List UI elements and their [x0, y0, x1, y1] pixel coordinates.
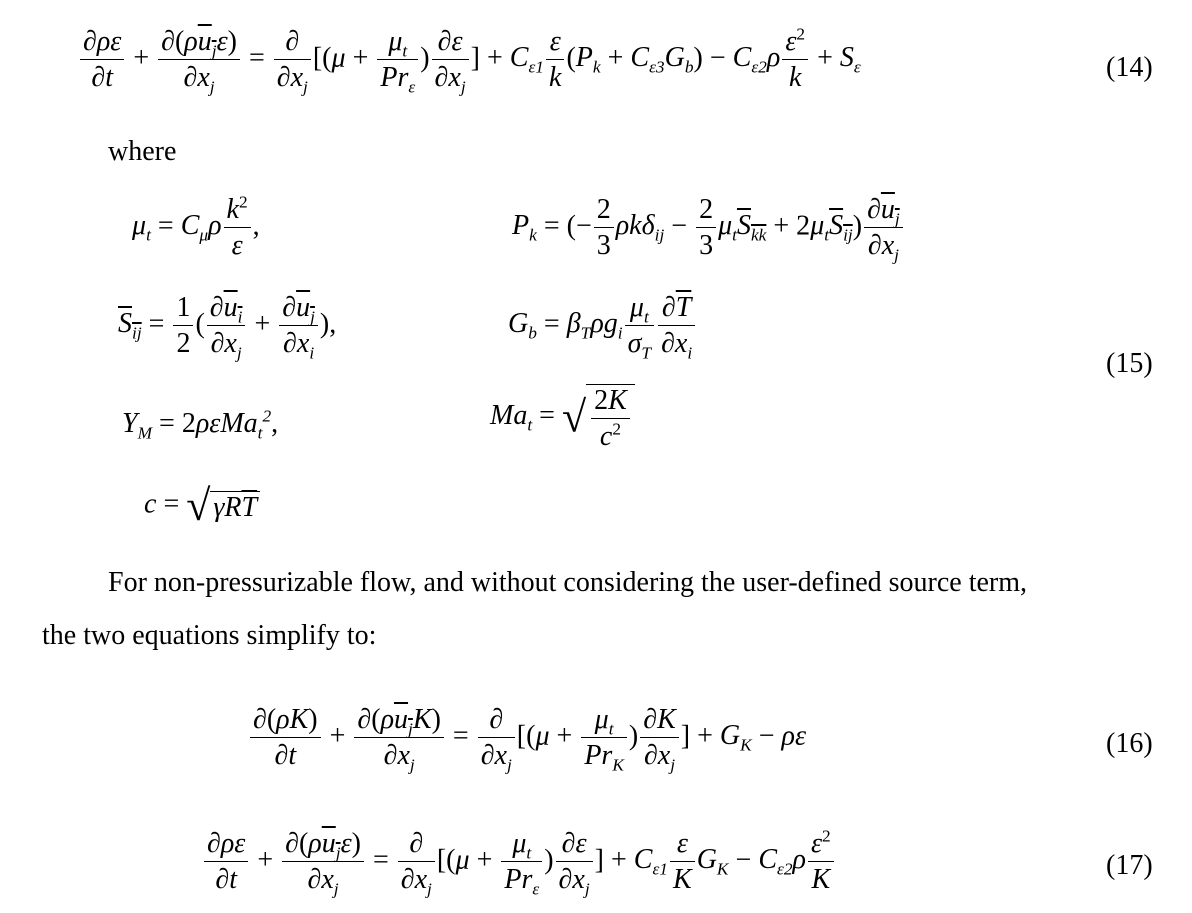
equation-15-ma-t: $Ma_t$ = √ $\frac{2K}{c^2}$ — [490, 384, 635, 451]
equation-15-c: c = √ $\gamma R\overline{T}$ — [144, 484, 260, 528]
equation-15-mu-t: $\mu_t = C_\mu\rho$ $\frac{k^2}{\varepsilon}$ , — [132, 192, 260, 261]
equation-15-s-ij: $S_{ij}$ = $\frac{1}{2}$ ( $\frac{\partial u_i}{\partial x_j}$ + $\frac{\partial u_j}{\partial x_i}$ ), — [118, 292, 337, 363]
equation-15-g-b: $G_b = \beta_T\rho g_i$ $\frac{\mu_t}{\sigma_T}$ $\frac{\partial\overline{T}}{\partial x_i}$ — [508, 294, 697, 358]
equation-16-number: (16) — [1106, 728, 1153, 759]
paragraph-line-2: the two equations simplify to: — [42, 620, 377, 651]
equation-17: $\frac{\partial\rho\varepsilon}{\partial t}$ + $\frac{\partial(\rho u_j\varepsilon)}{\partial x_j}$ = $\frac{\partial}{\partial x_j}$ [(μ + $\frac{\mu_t}{Pr_\varepsilon}$ ) $\frac{\partial\varepsilon}{\partial x_j}$ ] + $C_{\varepsilon 1}$ $\frac{\varepsilon}{K}$ $G_K - C_{\varepsilon 2}\rho$ $\frac{\varepsilon^2}{K}$ — [202, 830, 836, 894]
equation-16: $\frac{\partial(\rho K)}{\partial t}$ + $\frac{\partial(\rho u_jK)}{\partial x_j}$ = $\frac{\partial}{\partial x_j}$ [(μ + $\frac{\mu_t}{Pr_K}$ ) $\frac{\partial K}{\partial x_j}$ ] + $G_K - \rho\varepsilon$ — [248, 706, 806, 770]
equation-15-number: (15) — [1106, 348, 1153, 379]
equation-17-number: (17) — [1106, 850, 1153, 881]
where-text: where — [108, 136, 177, 167]
equation-15-y-m: $Y_M = 2\rho\varepsilon Ma_t^2$, — [122, 406, 279, 443]
equation-15-p-k: $P_k$ = (− $\frac{2}{3}$ ρkδ$_{ij}$ − $\frac{2}{3}$ $\mu_tS_{kk} + 2\mu_tS_{ij}$) $\frac{\partial u_j}{\partial x_j}$ — [512, 196, 905, 260]
equation-14: $\frac{\partial\rho\varepsilon}{\partial t}$ + $\frac{\partial(\rho u_j\varepsilon)}{\partial x_j}$ = $\frac{\partial}{\partial x_j}$ [(μ + $\frac{\mu_t}{Pr_\varepsilon}$ ) $\frac{\partial\varepsilon}{\partial x_j}$ ] + $C_{\varepsilon 1}$ $\frac{\varepsilon}{k}$ $(P_k + C_{\varepsilon 3}G_b) - C_{\varepsilon 2}\rho$ $\frac{\varepsilon^2}{k}$ + $S_\varepsilon$ — [78, 28, 861, 92]
paragraph-line-1: For non-pressurizable flow, and without considering the user-defined source term, — [108, 567, 1028, 598]
equation-14-number: (14) — [1106, 52, 1153, 83]
